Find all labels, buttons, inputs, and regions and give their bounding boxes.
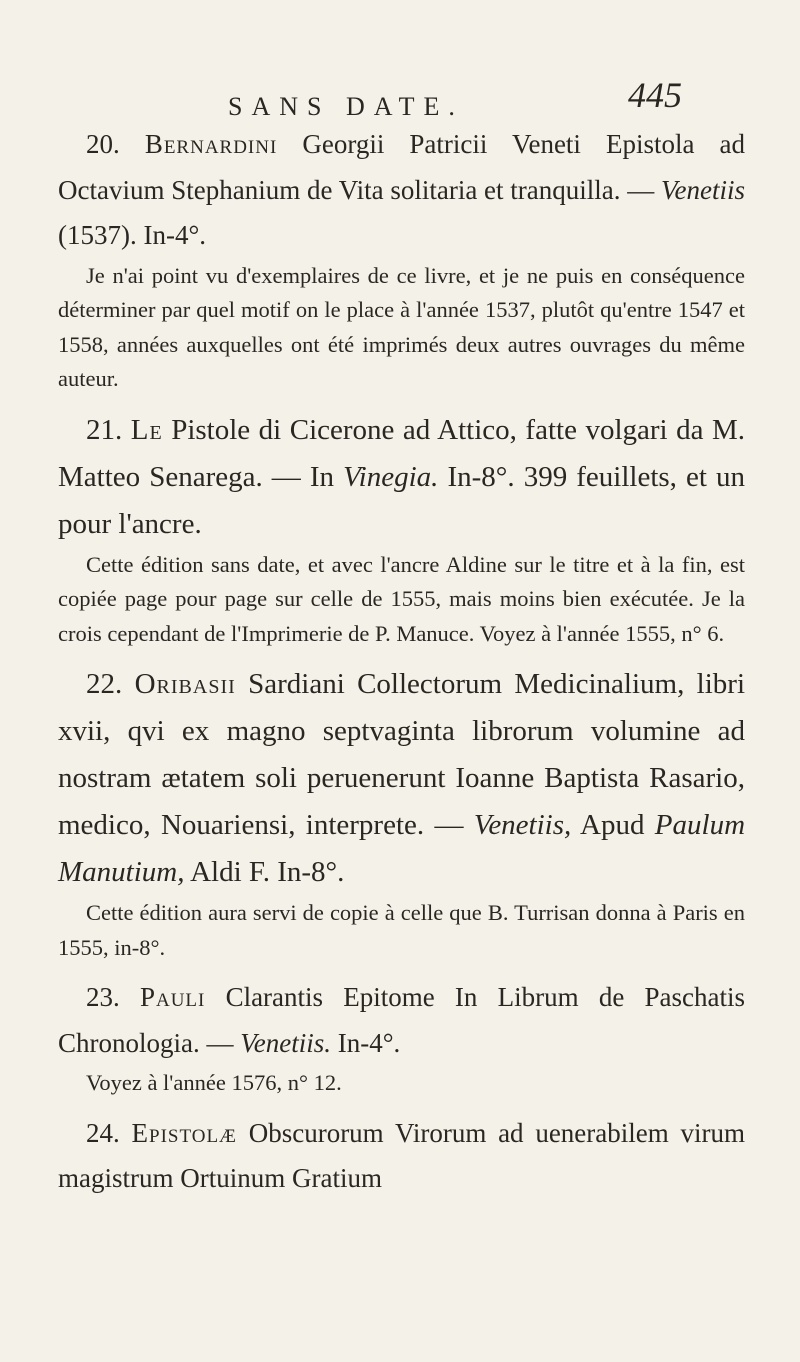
entry-title: Obscurorum Virorum ad uenerabilem virum magistrum Ortuinum Gratium — [58, 1117, 745, 1193]
entry-20 — [0, 122, 800, 397]
entry-heading — [0, 661, 800, 896]
entry-place: Venetiis, — [473, 809, 572, 841]
entry-place: Venetiis. — [240, 1027, 331, 1058]
entry-place: Vinegia. — [343, 460, 439, 493]
page-body — [0, 122, 800, 1202]
entry-note: Voyez à l'année 1576, n° 12. — [86, 1070, 342, 1095]
entry-note: Je n'ai point vu d'exemplaires de ce livre, et je ne puis en conséquence déterminer par quel motif on le place à l'année 1537, plutôt qu'entre 1547 et 1558, années auxquelles ont été imprimés deux autres ouvrages du même auteur. — [58, 262, 745, 391]
entry-note: Cette édition aura servi de copie à celle que B. Turrisan donna à Paris en 1555, in-8°. — [58, 900, 745, 960]
entry-author: Oribasii — [134, 668, 236, 700]
entry-number: 24. — [86, 1117, 120, 1148]
entry-number: 21. — [86, 413, 123, 446]
entry-21 — [0, 407, 800, 652]
entry-22 — [0, 661, 800, 965]
entry-23 — [0, 975, 800, 1101]
entry-heading — [0, 1111, 800, 1202]
entry-author: Le — [130, 413, 163, 446]
entry-format: (1537). In-4°. — [58, 220, 207, 250]
entry-heading — [0, 975, 800, 1066]
entry-number: 23. — [86, 982, 120, 1012]
entry-heading — [0, 407, 800, 548]
page-header — [0, 62, 800, 122]
entry-note: Cette édition sans date, et avec l'ancre Aldine sur le titre et à la fin, est copiée page pour page sur celle de 1555, mais moins bien exécutée. Je la crois cependant de l'Imprimerie de P. Manuce. Voyez à l'année 1555, n° 6. — [58, 551, 745, 646]
entry-format: In-4°. — [330, 1027, 401, 1058]
entry-publisher: Paulum Manutium, — [58, 809, 746, 888]
entry-format: Aldi F. In-8°. — [184, 856, 345, 888]
entry-number: 20. — [86, 129, 120, 159]
entry-heading — [0, 122, 800, 259]
entry-title: Pistole di Cicerone ad Attico, fatte volgari da M. Matteo Senarega. — In — [58, 413, 746, 493]
entry-imprint: Apud — [571, 809, 655, 841]
entry-24 — [0, 1111, 800, 1202]
entry-title: Sardiani Collectorum Medicinalium, libri xvii, qvi ex magno septvaginta librorum volumine ad nostram ætatem soli peruenerunt Ioanne Baptista Rasario, medico, Nouariensi, interprete. — — [58, 668, 745, 841]
entry-place: Venetiis — [661, 174, 745, 205]
entry-title: Clarantis Epitome In Librum de Paschatis Chronologia. — — [58, 982, 745, 1058]
entry-author: Bernardini — [144, 129, 278, 159]
entry-number: 22. — [86, 668, 123, 700]
entry-author: Epistolæ — [131, 1117, 237, 1148]
page-number: 445 — [628, 75, 682, 115]
entry-title: Georgii Patricii Veneti Epistola ad Octavium Stephanium de Vita solitaria et tranquilla. — — [58, 129, 746, 205]
entry-format: In-8°. 399 feuillets, et un pour l'ancre. — [58, 460, 745, 540]
running-title: SANS DATE. — [228, 92, 464, 121]
entry-author: Pauli — [139, 982, 206, 1012]
